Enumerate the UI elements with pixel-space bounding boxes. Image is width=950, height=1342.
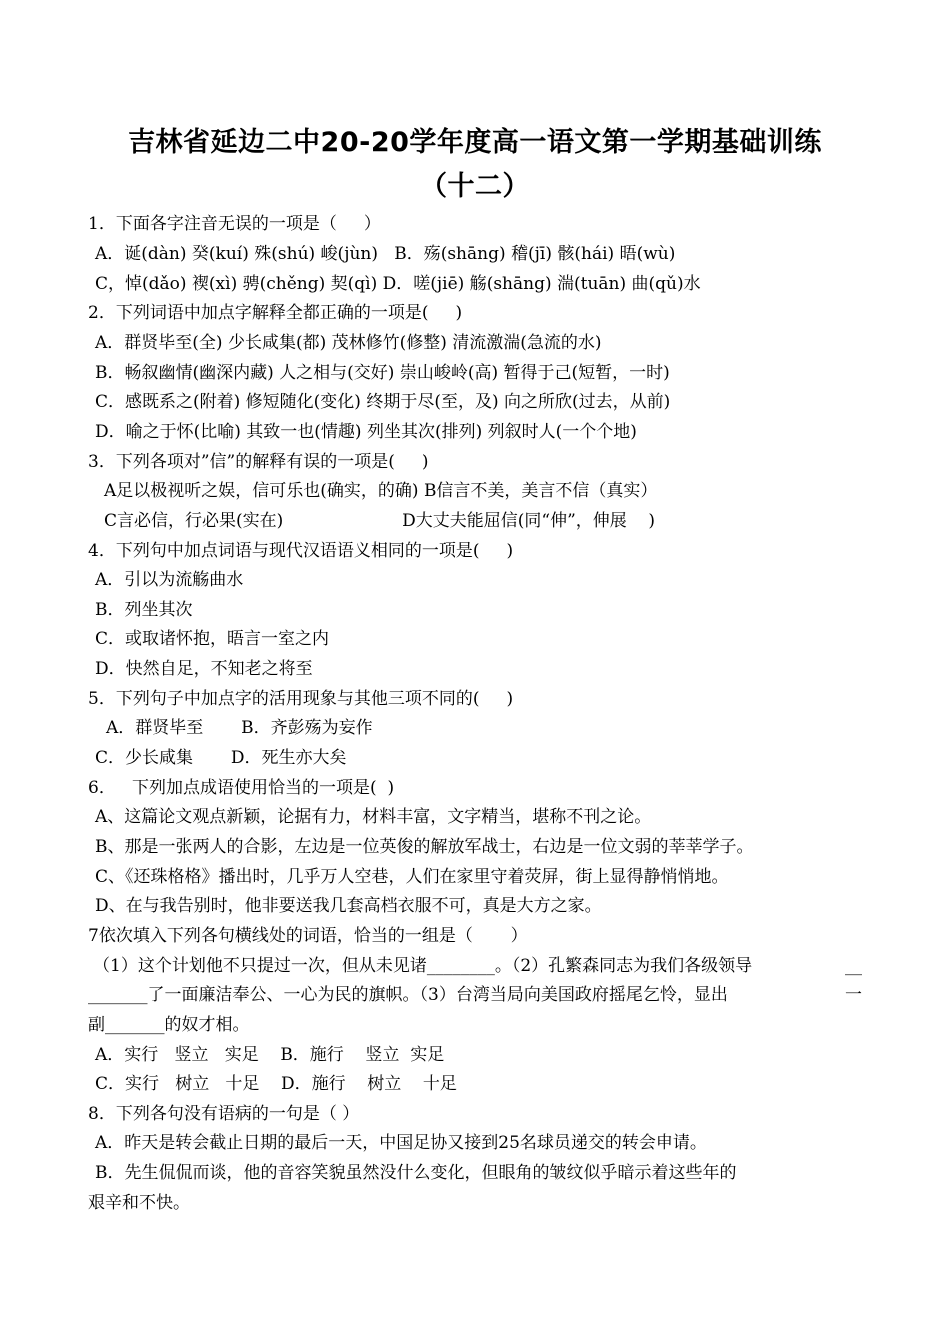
q6-option-c: C、《还珠格格》播出时，几乎万人空巷，人们在家里守着荧屏，街上显得静悄悄地。 (95, 867, 729, 887)
q6-option-a: A、这篇论文观点新颖，论据有力，材料丰富，文字精当，堪称不刊之论。 (95, 807, 652, 827)
document-title: 吉林省延边二中20-20学年度高一语文第一学期基础训练 (128, 127, 822, 158)
q5-option-c-d: C．少长咸集 D．死生亦大矣 (95, 748, 347, 768)
question-1: 1．下面各字注音无误的一项是（ ） (88, 214, 381, 234)
question-3: 3．下列各项对”信”的解释有误的一项是( ) (88, 452, 429, 472)
q7-sentence-line-1: （1）这个计划他不只提过一次，但从未见诸________。（2）孔繁森同志为我们各级领导 (93, 956, 753, 976)
q4-option-d: D．快然自足，不知老之将至 (95, 659, 313, 679)
question-2: 2．下列词语中加点字解释全都正确的一项是( ) (88, 303, 463, 323)
q3-option-c-d: C言必信，行必果(实在) D大丈夫能屈信(同“伸”，伸展 ) (104, 511, 656, 531)
q7-sentence-line-3: 副_______的奴才相。 (88, 1015, 250, 1035)
q4-option-c: C．或取诸怀抱，晤言一室之内 (95, 629, 330, 649)
q3-option-a-b: A足以极视听之娱，信可乐也(确实，的确) B信言不美，美言不信（真实） (104, 481, 658, 501)
q8-option-a: A．昨天是转会截止日期的最后一天，中国足协又接到25名球员递交的转会申请。 (95, 1133, 707, 1153)
q7-line-2-end-char: 一 (845, 985, 862, 1005)
q1-option-a-b: A．诞(dàn) 癸(kuí) 殊(shú) 峻(jùn) B．殇(shāng) 稽(jī) 骸(hái) 晤(wù) (95, 244, 676, 264)
question-7: 7依次填入下列各句横线处的词语，恰当的一组是（ ） (88, 926, 528, 946)
document-subtitle: （十二） (420, 171, 530, 202)
question-4: 4．下列句中加点词语与现代汉语语义相同的一项是( ) (88, 541, 514, 561)
q7-sentence-line-2: _______了一面廉洁奉公、一心为民的旗帜。（3）台湾当局向美国政府摇尾乞怜，显出 (88, 985, 728, 1005)
question-6: 6． 下列加点成语使用恰当的一项是( ) (88, 778, 395, 798)
q6-option-d: D、在与我告别时，他非要送我几套高档衣服不可，真是大方之家。 (95, 896, 602, 916)
q7-option-c-d: C．实行 树立 十足 D．施行 树立 十足 (95, 1074, 457, 1094)
q8-option-b: B．先生侃侃而谈，他的音容笑貌虽然没什么变化，但眼角的皱纹似乎暗示着这些年的 (95, 1163, 737, 1183)
question-8: 8．下列各句没有语病的一句是（ ） (88, 1104, 360, 1124)
q5-option-a-b: A．群贤毕至 B．齐彭殇为妄作 (106, 718, 373, 738)
q7-option-a-b: A．实行 竖立 实足 B．施行 竖立 实足 (95, 1045, 445, 1065)
q1-option-c-d: C，悼(dǎo) 褉(xì) 骋(chěng) 契(qì) D．嗟(jiē) 觞(shāng) 湍(tuān) 曲(qǔ)水 (95, 274, 701, 294)
q2-option-a: A．群贤毕至(全) 少长咸集(都) 茂林修竹(修整) 清流激湍(急流的水) (95, 333, 602, 353)
q8-option-b-continued: 艰辛和不快。 (88, 1193, 190, 1213)
q4-option-a: A．引以为流觞曲水 (95, 570, 244, 590)
q6-option-b: B、那是一张两人的合影，左边是一位英俊的解放军战士，右边是一位文弱的莘莘学子。 (95, 837, 754, 857)
q4-option-b: B．列坐其次 (95, 600, 193, 620)
q2-option-b: B．畅叙幽情(幽深内藏) 人之相与(交好) 崇山峻岭(高) 暂得于己(短暂，一时) (95, 363, 670, 383)
q2-option-c: C．感既系之(附着) 修短随化(变化) 终期于尽(至，及) 向之所欣(过去，从前) (95, 392, 671, 412)
question-5: 5．下列句子中加点字的活用现象与其他三项不同的( ) (88, 689, 514, 709)
q7-line-1-end-blank: __ (845, 956, 862, 976)
q2-option-d: D．喻之于怀(比喻) 其致一也(情趣) 列坐其次(排列) 列叙时人(一个个地) (95, 422, 637, 442)
